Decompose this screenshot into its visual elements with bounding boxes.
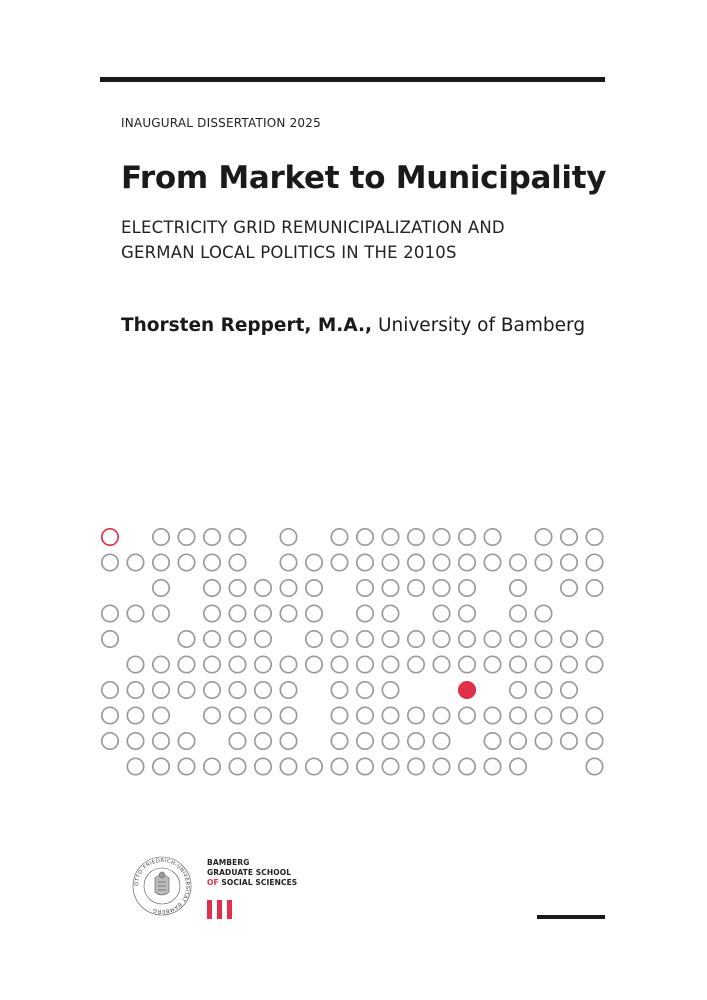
bottom-rule xyxy=(537,915,605,919)
grid-dot xyxy=(510,707,526,723)
grid-dot xyxy=(229,554,245,570)
grid-dot xyxy=(535,529,551,545)
grid-dot xyxy=(178,631,194,647)
grid-dot xyxy=(561,682,577,698)
grid-dot xyxy=(102,733,118,749)
grid-dot xyxy=(535,605,551,621)
grid-dot xyxy=(561,554,577,570)
grid-dot xyxy=(357,733,373,749)
grid-dot xyxy=(459,758,475,774)
grid-dot xyxy=(229,631,245,647)
grid-dot xyxy=(408,733,424,749)
grid-dot xyxy=(127,758,143,774)
grid-dot xyxy=(331,554,347,570)
grid-dot xyxy=(510,733,526,749)
grid-dot xyxy=(382,758,398,774)
grid-dot xyxy=(306,631,322,647)
grid-dot xyxy=(280,758,296,774)
grid-dot xyxy=(484,529,500,545)
grid-dot xyxy=(204,707,220,723)
grid-dot xyxy=(535,707,551,723)
grid-dot xyxy=(153,529,169,545)
grid-dot xyxy=(280,554,296,570)
grid-dot-accent xyxy=(102,529,118,545)
grid-dot xyxy=(382,529,398,545)
grid-dot xyxy=(357,554,373,570)
top-rule xyxy=(100,77,605,82)
grid-dot xyxy=(204,682,220,698)
grid-dot xyxy=(127,656,143,672)
school-line-3 xyxy=(207,878,297,888)
grid-dot xyxy=(484,631,500,647)
grid-dot xyxy=(586,580,602,596)
grid-dot xyxy=(408,631,424,647)
grid-dot xyxy=(586,631,602,647)
grid-dot xyxy=(510,682,526,698)
grid-dot xyxy=(459,707,475,723)
grid-dot xyxy=(280,605,296,621)
grid-dot xyxy=(280,707,296,723)
grid-dot xyxy=(127,554,143,570)
grid-dot xyxy=(433,707,449,723)
grid-dot xyxy=(484,554,500,570)
grid-dot xyxy=(204,580,220,596)
grid-dot xyxy=(102,605,118,621)
grid-dot xyxy=(357,758,373,774)
grid-dot xyxy=(382,605,398,621)
grid-dot xyxy=(510,758,526,774)
grid-dot xyxy=(229,682,245,698)
grid-dot xyxy=(229,580,245,596)
grid-dot xyxy=(510,656,526,672)
grid-dot xyxy=(535,656,551,672)
grid-dot xyxy=(204,656,220,672)
subtitle-line-1: ELECTRICITY GRID REMUNICIPALIZATION AND xyxy=(121,218,505,237)
grid-dot xyxy=(306,656,322,672)
grid-dot xyxy=(178,554,194,570)
grid-dot xyxy=(255,580,271,596)
grid-dot xyxy=(331,733,347,749)
author-affiliation: University of Bamberg xyxy=(377,315,586,336)
grid-dot xyxy=(255,707,271,723)
grid-dot xyxy=(178,758,194,774)
grid-dot xyxy=(510,580,526,596)
grid-dot xyxy=(357,707,373,723)
grid-dot xyxy=(433,529,449,545)
grid-dot xyxy=(229,758,245,774)
grid-dot xyxy=(127,733,143,749)
grid-dot xyxy=(357,580,373,596)
grid-dot xyxy=(255,656,271,672)
grid-dot xyxy=(204,605,220,621)
grid-dot xyxy=(280,580,296,596)
graduate-school-logo-icon xyxy=(207,900,235,919)
grid-dot xyxy=(535,733,551,749)
grid-dot xyxy=(331,758,347,774)
grid-dot-filled xyxy=(459,682,475,698)
grid-dot xyxy=(561,707,577,723)
grid-dot xyxy=(331,529,347,545)
grid-dot xyxy=(382,580,398,596)
grid-dot xyxy=(561,580,577,596)
grid-dot xyxy=(561,529,577,545)
grid-dot xyxy=(382,733,398,749)
grid-dot xyxy=(127,707,143,723)
school-line-3-rest: SOCIAL SCIENCES xyxy=(218,878,298,887)
graduate-school-name xyxy=(207,858,297,888)
grid-dot xyxy=(255,758,271,774)
grid-dot xyxy=(357,605,373,621)
grid-dot xyxy=(306,605,322,621)
grid-dot xyxy=(484,656,500,672)
grid-dot xyxy=(433,580,449,596)
grid-dot xyxy=(204,758,220,774)
grid-dot xyxy=(102,631,118,647)
author-name: Thorsten Reppert, M.A., xyxy=(121,315,373,336)
grid-dot xyxy=(382,707,398,723)
seal-text: OTTO-FRIEDRICH-UNIVERSITÄT BAMBERG xyxy=(133,857,191,915)
grid-dot xyxy=(586,554,602,570)
grid-dot xyxy=(280,733,296,749)
grid-dot xyxy=(586,529,602,545)
grid-dot xyxy=(306,554,322,570)
grid-dot xyxy=(306,580,322,596)
grid-dot xyxy=(255,682,271,698)
grid-dot xyxy=(484,758,500,774)
grid-dot xyxy=(229,733,245,749)
grid-dot xyxy=(331,707,347,723)
grid-dot xyxy=(102,554,118,570)
grid-dot xyxy=(306,758,322,774)
grid-dot xyxy=(178,529,194,545)
grid-dot xyxy=(561,733,577,749)
grid-dot xyxy=(561,631,577,647)
grid-dot xyxy=(408,707,424,723)
grid-dot xyxy=(178,682,194,698)
grid-dot xyxy=(204,554,220,570)
grid-dot xyxy=(331,682,347,698)
grid-dot xyxy=(204,631,220,647)
grid-dot xyxy=(153,656,169,672)
author-line xyxy=(121,315,585,336)
grid-dot xyxy=(586,733,602,749)
grid-dot xyxy=(433,733,449,749)
grid-dot xyxy=(178,656,194,672)
grid-dot xyxy=(229,656,245,672)
grid-dot xyxy=(357,631,373,647)
grid-dot xyxy=(127,682,143,698)
grid-dot xyxy=(280,656,296,672)
grid-dot xyxy=(255,733,271,749)
grid-dot xyxy=(178,733,194,749)
subtitle-line-2: GERMAN LOCAL POLITICS IN THE 2010S xyxy=(121,243,457,262)
grid-dot xyxy=(561,656,577,672)
grid-dot xyxy=(408,656,424,672)
grid-dot xyxy=(102,707,118,723)
grid-dot xyxy=(586,758,602,774)
grid-dot xyxy=(433,631,449,647)
grid-dot xyxy=(382,682,398,698)
grid-dot xyxy=(153,605,169,621)
grid-dot xyxy=(382,554,398,570)
grid-dot xyxy=(510,554,526,570)
grid-dot xyxy=(102,682,118,698)
dissertation-label: INAUGURAL DISSERTATION 2025 xyxy=(121,116,321,130)
grid-dot xyxy=(255,631,271,647)
grid-dot xyxy=(459,631,475,647)
grid-dot xyxy=(510,605,526,621)
dot-grid-graphic xyxy=(100,527,610,777)
grid-dot xyxy=(382,656,398,672)
grid-dot xyxy=(433,758,449,774)
grid-dot xyxy=(229,707,245,723)
grid-dot xyxy=(357,529,373,545)
grid-dot xyxy=(484,733,500,749)
grid-dot xyxy=(535,554,551,570)
grid-dot xyxy=(433,554,449,570)
grid-dot xyxy=(586,656,602,672)
grid-dot xyxy=(255,605,271,621)
grid-dot xyxy=(204,529,220,545)
grid-dot xyxy=(433,656,449,672)
school-line-2: GRADUATE SCHOOL xyxy=(207,868,292,877)
grid-dot xyxy=(153,682,169,698)
school-line-1: BAMBERG xyxy=(207,858,250,867)
grid-dot xyxy=(280,682,296,698)
grid-dot xyxy=(408,580,424,596)
grid-dot xyxy=(459,656,475,672)
grid-dot xyxy=(153,554,169,570)
grid-dot xyxy=(433,605,449,621)
grid-dot xyxy=(153,707,169,723)
grid-dot xyxy=(357,682,373,698)
grid-dot xyxy=(331,631,347,647)
grid-dot xyxy=(408,758,424,774)
grid-dot xyxy=(408,554,424,570)
grid-dot xyxy=(535,631,551,647)
grid-dot xyxy=(484,707,500,723)
grid-dot xyxy=(153,580,169,596)
grid-dot xyxy=(408,529,424,545)
grid-dot xyxy=(229,529,245,545)
grid-dot xyxy=(357,656,373,672)
dissertation-subtitle xyxy=(121,215,505,265)
school-of-word: OF xyxy=(207,878,219,887)
grid-dot xyxy=(229,605,245,621)
grid-dot xyxy=(153,733,169,749)
grid-dot xyxy=(459,580,475,596)
grid-dot xyxy=(510,631,526,647)
dissertation-title: From Market to Municipality xyxy=(121,160,607,196)
grid-dot xyxy=(153,758,169,774)
grid-dot xyxy=(382,631,398,647)
grid-dot xyxy=(127,605,143,621)
grid-dot xyxy=(331,656,347,672)
grid-dot xyxy=(459,554,475,570)
grid-dot xyxy=(459,529,475,545)
grid-dot xyxy=(586,707,602,723)
university-seal-icon xyxy=(132,856,192,916)
grid-dot xyxy=(535,682,551,698)
grid-dot xyxy=(459,605,475,621)
grid-dot xyxy=(280,529,296,545)
